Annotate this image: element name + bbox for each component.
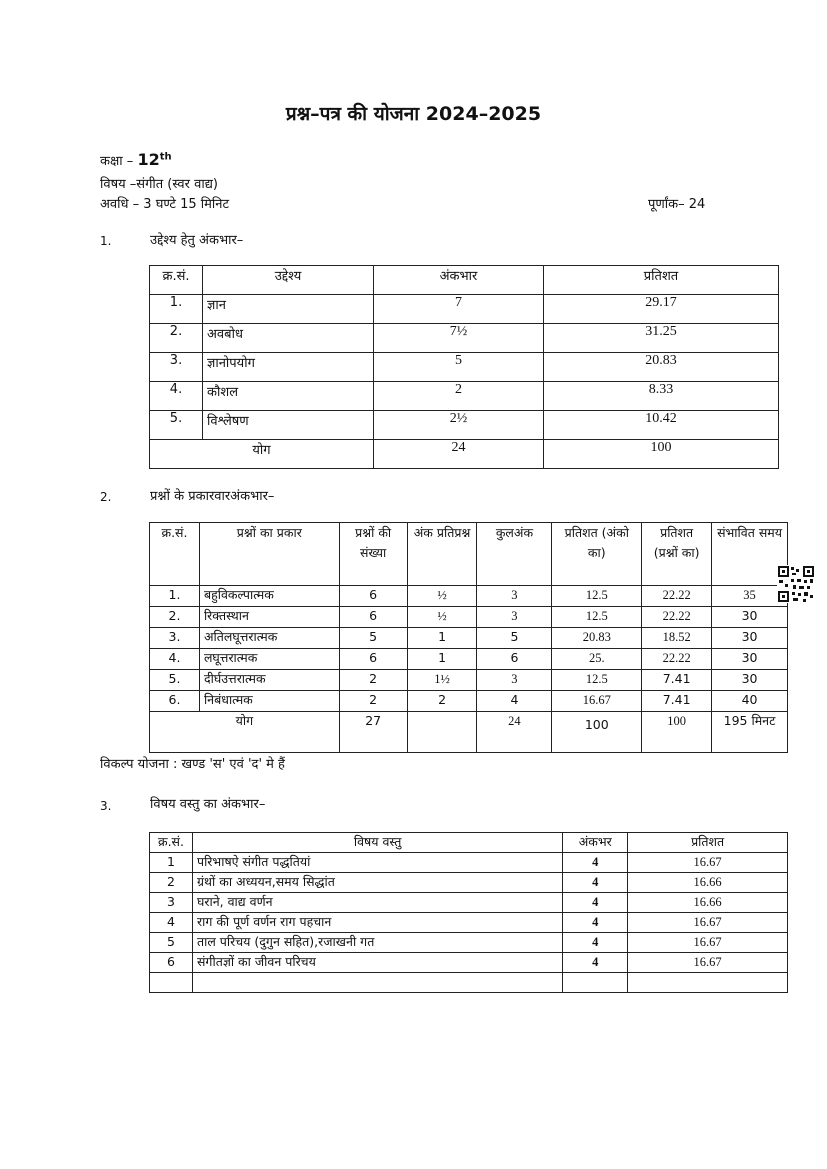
table-cell <box>628 973 788 993</box>
table-cell: 2. <box>150 324 203 353</box>
table-cell: 40 <box>712 691 788 712</box>
table-cell: 5. <box>150 411 203 440</box>
table-cell: 16.66 <box>628 873 788 893</box>
table-cell: 27 <box>339 712 407 753</box>
col-header: कुलअंक <box>477 523 552 586</box>
table-cell: 3. <box>150 353 203 382</box>
page-title: प्रश्न–पत्र की योजना 2024–2025 <box>285 103 542 125</box>
class-sup: th <box>159 151 172 163</box>
table-cell: 22.22 <box>642 649 712 670</box>
table-cell: 1 <box>407 628 477 649</box>
table-cell: 4 <box>563 893 628 913</box>
col-header: प्रतिशत (अंको का) <box>552 523 642 586</box>
max-marks: पूर्णांक– 24 <box>648 197 706 212</box>
table-cell: 6 <box>150 953 193 973</box>
col-header: क्र.सं. <box>150 833 193 853</box>
table-cell: दीर्घउत्तरात्मक <box>199 670 339 691</box>
table-cell: ½ <box>407 607 477 628</box>
table-total-row <box>150 712 788 753</box>
table-cell <box>563 973 628 993</box>
table-cell: कौशल <box>203 382 374 411</box>
table-row <box>150 353 779 382</box>
section1-number: 1. <box>100 234 112 248</box>
table-cell: 8.33 <box>544 382 779 411</box>
table-cell: परिभाषऐ संगीत पद्धतियां <box>192 853 562 873</box>
total-label: योग <box>150 440 374 469</box>
table-cell: 2 <box>374 382 544 411</box>
table-cell: 3 <box>477 670 552 691</box>
table-cell: 24 <box>477 712 552 753</box>
col-header: अंक प्रतिप्रश्न <box>407 523 477 586</box>
col-header: क्र.सं. <box>150 523 200 586</box>
table-cell: 4. <box>150 649 200 670</box>
table-cell: 2. <box>150 607 200 628</box>
table-cell: 31.25 <box>544 324 779 353</box>
table-row <box>150 607 788 628</box>
table-cell: ग्रंथों का अध्ययन,समय सिद्धांत <box>192 873 562 893</box>
table-cell: 22.22 <box>642 607 712 628</box>
table-cell: 20.83 <box>552 628 642 649</box>
section1-title: उद्देश्य हेतु अंकभार– <box>150 233 244 248</box>
table-cell <box>407 712 477 753</box>
table-row <box>150 913 788 933</box>
option-note: विकल्प योजना : खण्ड 'स' एवं 'द' मे हैं <box>100 757 285 772</box>
table-cell: 16.67 <box>628 953 788 973</box>
col-header: प्रतिशत <box>628 833 788 853</box>
table-cell: अवबोध <box>203 324 374 353</box>
table-total-row <box>150 440 779 469</box>
table-cell: 25. <box>552 649 642 670</box>
qr-code-icon <box>777 565 815 603</box>
table-cell: 2 <box>339 670 407 691</box>
table-cell: 30 <box>712 628 788 649</box>
table-cell: 4 <box>563 913 628 933</box>
table-cell: 5 <box>374 353 544 382</box>
table-cell: 30 <box>712 649 788 670</box>
table-cell: 1½ <box>407 670 477 691</box>
table-cell: 4. <box>150 382 203 411</box>
table-cell: 5 <box>150 933 193 953</box>
col-header: प्रश्नों का प्रकार <box>199 523 339 586</box>
table-cell <box>192 973 562 993</box>
table-cell: राग की पूर्ण वर्णन राग पहचान <box>192 913 562 933</box>
table-cell: 16.67 <box>628 913 788 933</box>
question-type-table <box>149 522 788 753</box>
table-header-row <box>150 266 779 295</box>
table-cell: 7.41 <box>642 670 712 691</box>
table-cell: 22.22 <box>642 586 712 607</box>
table-row <box>150 411 779 440</box>
table-cell: 18.52 <box>642 628 712 649</box>
table-cell: 30 <box>712 670 788 691</box>
col-header: विषय वस्तु <box>192 833 562 853</box>
table-row <box>150 670 788 691</box>
table-cell: 4 <box>563 953 628 973</box>
class-line <box>100 150 172 169</box>
class-label: कक्षा – <box>100 154 134 169</box>
table-cell: रिक्तस्थान <box>199 607 339 628</box>
table-cell: 16.66 <box>628 893 788 913</box>
table-cell: 3 <box>477 586 552 607</box>
section3-title: विषय वस्तु का अंकभार– <box>150 797 266 812</box>
table-cell: 5 <box>339 628 407 649</box>
col-header: प्रतिशत <box>544 266 779 295</box>
table-cell: 6 <box>339 586 407 607</box>
table-cell: 4 <box>563 933 628 953</box>
table-cell: 3. <box>150 628 200 649</box>
table-cell: ताल परिचय (दुगुन सहित),रजाखनी गत <box>192 933 562 953</box>
content-weightage-table <box>149 832 788 993</box>
table-cell: 100 <box>544 440 779 469</box>
col-header: संभावित समय <box>712 523 788 586</box>
table-cell: 20.83 <box>544 353 779 382</box>
col-header: प्रतिशत (प्रश्नों का) <box>642 523 712 586</box>
table-row <box>150 649 788 670</box>
table-cell: 100 <box>642 712 712 753</box>
table-cell: ½ <box>407 586 477 607</box>
table-cell: 16.67 <box>552 691 642 712</box>
table-cell: घराने, वाद्य वर्णन <box>192 893 562 913</box>
table-cell: 195 मिनट <box>712 712 788 753</box>
col-header: क्र.सं. <box>150 266 203 295</box>
table-cell: 1. <box>150 586 200 607</box>
table-row <box>150 382 779 411</box>
table-row <box>150 691 788 712</box>
col-header: अंकभार <box>374 266 544 295</box>
table-row <box>150 873 788 893</box>
table-cell: ज्ञान <box>203 295 374 324</box>
section2-title: प्रश्नों के प्रकारवारअंकभार– <box>150 489 275 504</box>
table-cell: संगीतज्ञों का जीवन परिचय <box>192 953 562 973</box>
table-cell: 7½ <box>374 324 544 353</box>
table-header-row <box>150 523 788 586</box>
table-row <box>150 933 788 953</box>
table-cell: 12.5 <box>552 670 642 691</box>
table-cell: 5. <box>150 670 200 691</box>
table-cell: 10.42 <box>544 411 779 440</box>
table-cell: 4 <box>563 873 628 893</box>
table-cell: 30 <box>712 607 788 628</box>
table-cell: 1. <box>150 295 203 324</box>
section3-number: 3. <box>100 799 112 813</box>
table-cell: 5 <box>477 628 552 649</box>
col-header: उद्देश्य <box>203 266 374 295</box>
table-cell: 3 <box>477 607 552 628</box>
table-cell: 100 <box>552 712 642 753</box>
table-cell: 4 <box>563 853 628 873</box>
table-cell: 24 <box>374 440 544 469</box>
table-header-row <box>150 833 788 853</box>
class-value: 12 <box>137 150 160 169</box>
table-cell: 4 <box>477 691 552 712</box>
table-row <box>150 853 788 873</box>
table-row <box>150 295 779 324</box>
table-row <box>150 893 788 913</box>
subject-line: विषय –संगीत (स्वर वाद्य) <box>100 177 218 192</box>
table-cell: विश्लेषण <box>203 411 374 440</box>
table-cell: ज्ञानोपयोग <box>203 353 374 382</box>
total-label: योग <box>150 712 340 753</box>
table-cell: 2 <box>150 873 193 893</box>
table-cell: 6. <box>150 691 200 712</box>
table-row <box>150 324 779 353</box>
table-cell: बहुविकल्पात्मक <box>199 586 339 607</box>
table-cell: 12.5 <box>552 586 642 607</box>
table-cell: 2 <box>339 691 407 712</box>
table-cell: 16.67 <box>628 853 788 873</box>
table-cell: 2 <box>407 691 477 712</box>
table-cell: 6 <box>339 649 407 670</box>
table-cell: अतिलघूत्तरात्मक <box>199 628 339 649</box>
table-cell: लघूत्तरात्मक <box>199 649 339 670</box>
table-cell: 16.67 <box>628 933 788 953</box>
table-cell: 12.5 <box>552 607 642 628</box>
table-cell: 4 <box>150 913 193 933</box>
duration-line: अवधि – 3 घण्टे 15 मिनिट <box>100 197 230 212</box>
table-cell: 1 <box>150 853 193 873</box>
table-cell: 29.17 <box>544 295 779 324</box>
table-cell: 2½ <box>374 411 544 440</box>
col-header: प्रश्नों की संख्या <box>339 523 407 586</box>
table-cell: 6 <box>477 649 552 670</box>
table-cell: 3 <box>150 893 193 913</box>
table-cell: 7 <box>374 295 544 324</box>
objective-weightage-table <box>149 265 779 469</box>
col-header: अंकभर <box>563 833 628 853</box>
table-cell: 6 <box>339 607 407 628</box>
table-cell <box>150 973 193 993</box>
table-cell: 7.41 <box>642 691 712 712</box>
table-cell: 1 <box>407 649 477 670</box>
table-cell: 35 <box>712 586 788 607</box>
table-row <box>150 953 788 973</box>
section2-number: 2. <box>100 490 112 504</box>
table-cell: निबंधात्मक <box>199 691 339 712</box>
table-empty-row <box>150 973 788 993</box>
table-row <box>150 586 788 607</box>
table-row <box>150 628 788 649</box>
